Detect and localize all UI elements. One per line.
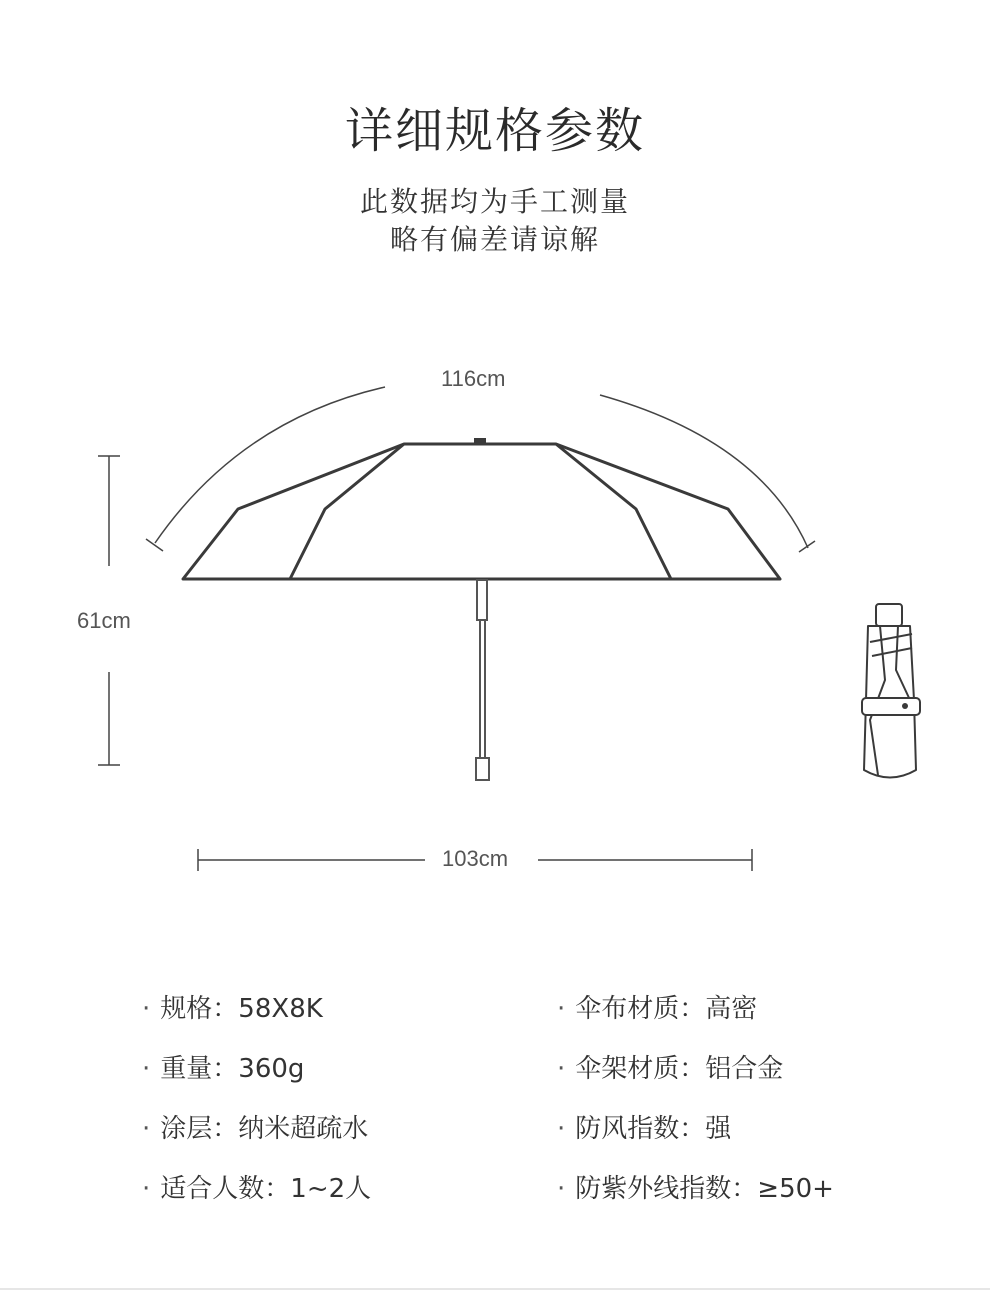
bullet: · (557, 1174, 566, 1204)
spec-capacity: · 适合人数：1~2人 (142, 1174, 372, 1204)
spec-fabric: · 伞布材质：高密 (557, 994, 758, 1024)
spec-weight: · 重量：360g (142, 1054, 305, 1084)
bullet: · (557, 994, 566, 1024)
spec-value: 1~2人 (290, 1174, 372, 1204)
footer-divider (0, 1288, 990, 1290)
spec-uv-protection: · 防紫外线指数：≥50+ (557, 1174, 834, 1204)
bullet: · (557, 1054, 566, 1084)
spec-value: 360g (238, 1054, 305, 1084)
spec-size: · 规格：58X8K (142, 994, 323, 1024)
spec-frame: · 伞架材质：铝合金 (557, 1054, 784, 1084)
bullet: · (142, 994, 151, 1024)
deviation-note: 略有偏差请谅解 (389, 223, 600, 256)
arc-span-label: 116cm (441, 366, 506, 391)
bullet: · (142, 1174, 151, 1204)
width-label: 103cm (442, 846, 509, 871)
spec-value: 强 (705, 1114, 732, 1144)
spec-value: 纳米超疏水 (238, 1114, 369, 1144)
spec-value: 58X8K (238, 994, 323, 1024)
height-label: 61cm (77, 608, 131, 633)
spec-wind-resistance: · 防风指数：强 (557, 1114, 732, 1144)
folded-umbrella-icon (862, 604, 920, 778)
bullet: · (142, 1054, 151, 1084)
spec-value: 高密 (705, 994, 758, 1024)
measurement-note: 此数据均为手工测量 (359, 185, 630, 218)
open-umbrella-icon (183, 438, 780, 579)
spec-coating: · 涂层：纳米超疏水 (142, 1114, 369, 1144)
bullet: · (142, 1114, 151, 1144)
spec-value: 铝合金 (705, 1054, 784, 1084)
page-title: 详细规格参数 (344, 103, 645, 159)
umbrella-shaft-icon (476, 580, 489, 780)
spec-value: ≥50+ (757, 1174, 834, 1204)
bullet: · (557, 1114, 566, 1144)
